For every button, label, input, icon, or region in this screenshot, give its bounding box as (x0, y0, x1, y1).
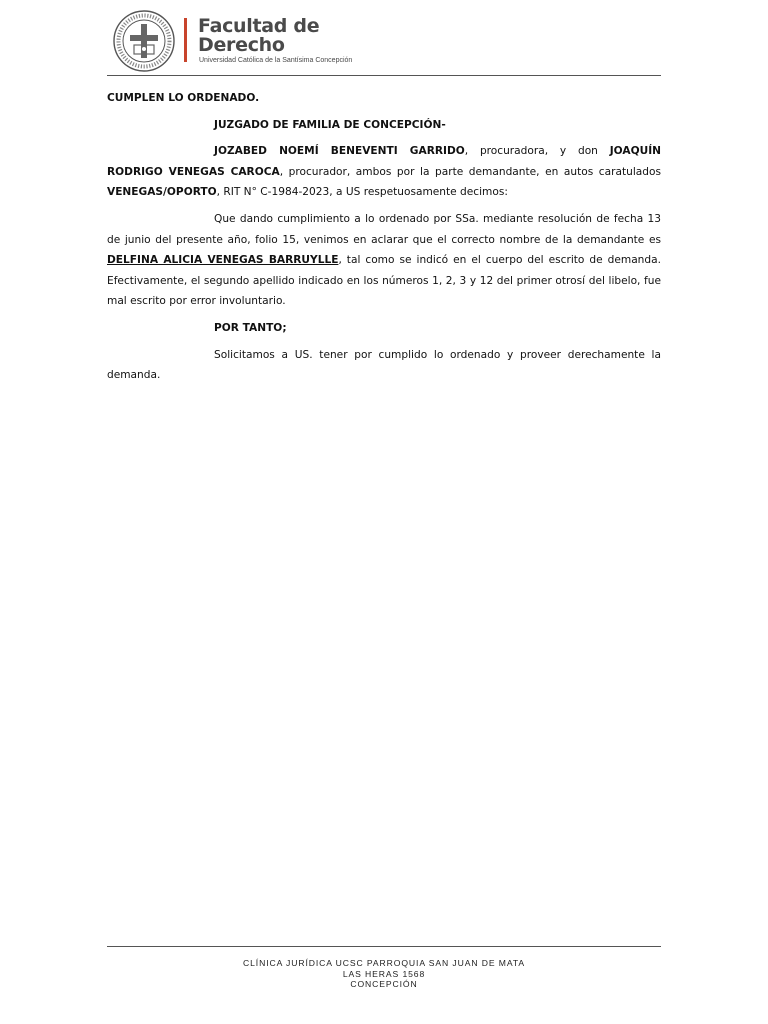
paragraph-request: Solicitamos a US. tener por cumplido lo ordenado y proveer derechamente la demanda. (107, 348, 661, 382)
document-heading: CUMPLEN LO ORDENADO. (107, 92, 260, 104)
header-divider (107, 75, 661, 76)
university-seal-logo (112, 9, 176, 73)
footer-divider (107, 946, 661, 947)
paragraph-clarification: Que dando cumplimiento a lo ordenado por SSa. mediante resolución de fecha 13 de junio del presente año, folio 15, venimos en aclarar que el correcto nombre de la demandante es DELFINA ALICIA VENEGAS BARRUYLLE, tal como se indicó en el cuerpo del escrito de demanda. Efectivamente, el segundo apellido indicado en los números 1, 2, 3 y 12 del primer otrosí del libelo, fue mal escrito por error involuntario. (107, 212, 661, 308)
plaintiff-name: DELFINA ALICIA VENEGAS BARRUYLLE (107, 254, 339, 267)
logo-accent-bar (184, 18, 187, 62)
paragraph-appearance: JOZABED NOEMÍ BENEVENTI GARRIDO, procuradora, y don JOAQUÍN RODRIGO VENEGAS CAROCA, procurador, ambos por la parte demandante, en autos caratulados VENEGAS/OPORTO, RIT N° C-1984-2023, a US respetuosamente decimos: (107, 145, 661, 199)
faculty-logo-title: Facultad de Derecho (198, 15, 320, 56)
document-body (107, 88, 661, 386)
letterhead (107, 6, 661, 76)
por-tanto-heading: POR TANTO; (214, 321, 287, 334)
footer-address: CLÍNICA JURÍDICA UCSC PARROQUIA SAN JUAN DE MATA LAS HERAS 1568 CONCEPCIÓN (243, 958, 525, 989)
court-addressee: JUZGADO DE FAMILIA DE CONCEPCIÓN- (214, 118, 446, 131)
faculty-logo-subtitle: Universidad Católica de la Santísima Concepción (199, 57, 353, 64)
